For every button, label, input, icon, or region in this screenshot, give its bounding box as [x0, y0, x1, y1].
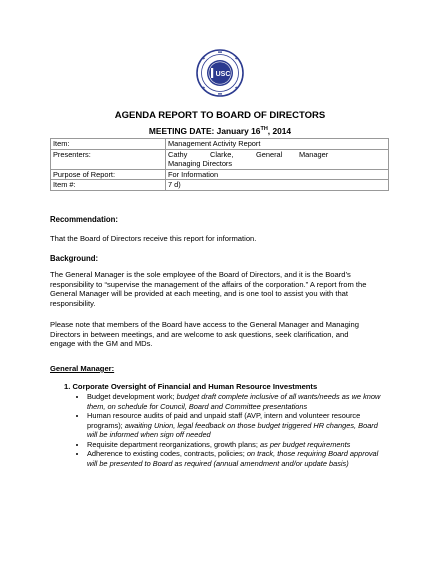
report-title: AGENDA REPORT TO BOARD OF DIRECTORS [114, 110, 326, 121]
meta-value: 7 d) [166, 180, 389, 191]
meta-key: Item #: [51, 180, 166, 191]
recommendation-heading: Recommendation: [50, 215, 119, 224]
report-meta-table [50, 138, 389, 191]
svg-text:USC: USC [215, 71, 231, 78]
meta-key: Purpose of Report: [51, 169, 166, 180]
section-title: 1. Corporate Oversight of Financial and Human Resource Investments [64, 382, 318, 391]
meta-row-item [51, 139, 389, 150]
general-manager-heading: General Manager: [50, 364, 115, 373]
list-item: • Budget development work; budget draft complete inclusive of all wants/needs as we know them, on schedule for Council, Board and Committee presentations [87, 392, 387, 411]
meta-value: Management Activity Report [166, 139, 389, 150]
recommendation-text: That the Board of Directors receive this report for information. [50, 234, 257, 243]
meta-value: For Information [166, 169, 389, 180]
background-paragraph-2: Please note that members of the Board have access to the General Manager and Managing Directors in between meetings, and are welcome to ask questions, seek clarification, and engage with the GM and MDs. [50, 320, 360, 349]
meta-key: Item: [51, 139, 166, 150]
usc-seal-logo [196, 49, 244, 97]
list-item: • Adherence to existing codes, contracts, policies; on track, those requiring Board approval will be presented to Board as required (annual amendment and/or update basis) [87, 449, 387, 468]
background-paragraph-1: The General Manager is the sole employee of the Board of Directors, and it is the Board’s responsibility to “supervise the management of the affairs of the corporation.” A report from the General Manager will be provided at each meeting, and is one tool to assist you with that responsibility. [50, 270, 367, 309]
meta-row-presenters [51, 149, 389, 169]
background-heading: Background: [50, 254, 99, 263]
meta-key: Presenters: [51, 149, 166, 169]
list-item: • Requisite department reorganizations, growth plans; as per budget requirements [87, 440, 387, 450]
meeting-date: MEETING DATE: January 16TH, 2014 [148, 126, 292, 136]
list-item: • Human resource audits of paid and unpaid staff (AVP, intern and volunteer resource programs); awaiting Union, legal feedback on those budget triggered HR changes, Board will be informed when sign off needed [87, 411, 387, 440]
meta-value: Cathy Clarke, General Manager Managing Directors [166, 149, 389, 169]
meta-row-item-number [51, 180, 389, 191]
meta-row-purpose [51, 169, 389, 180]
oversight-list [74, 392, 387, 468]
